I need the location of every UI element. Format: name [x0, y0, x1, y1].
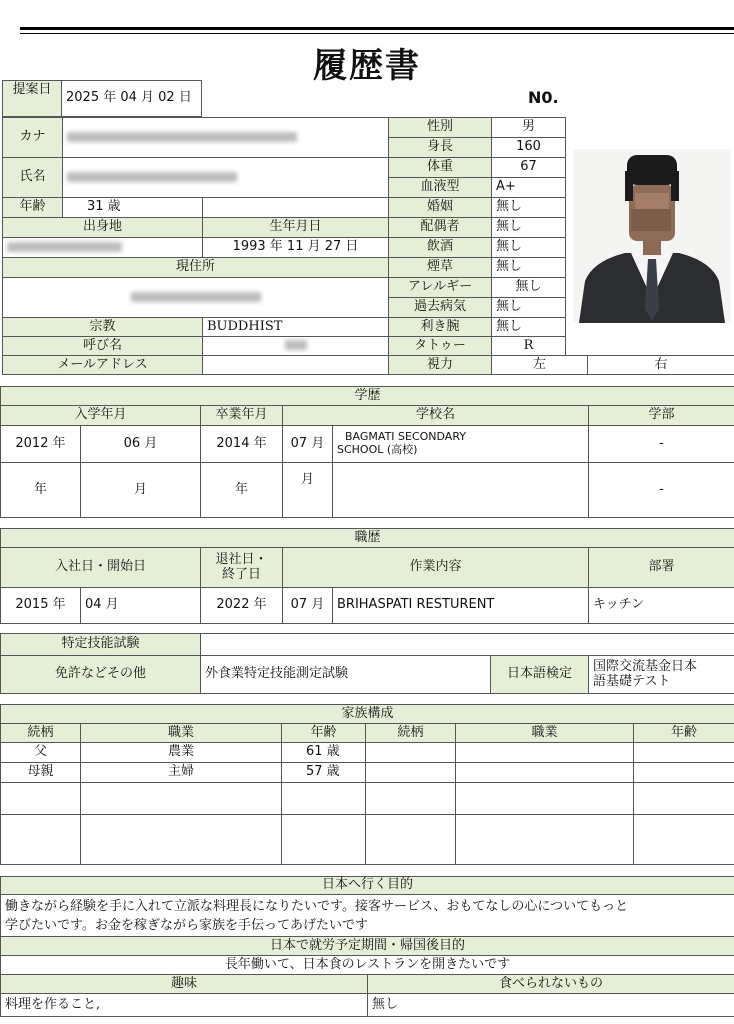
family-empty-cell [366, 783, 456, 815]
education-entry-month: 06 月 [81, 426, 201, 463]
family-empty-cell [634, 815, 734, 865]
license-label: 免許などその他 [1, 656, 201, 694]
family-empty-cell [366, 763, 456, 783]
purpose-line2: 学びたいです。お金を稼ぎながら家族を手伝ってあげたいです [5, 918, 368, 933]
religion-value: BUDDHIST [203, 318, 389, 337]
address-value-redacted [3, 278, 389, 318]
proposal-date-table [2, 80, 202, 117]
education-header-department: 学部 [589, 406, 734, 426]
hobby-value: 料理を作ること, [1, 994, 368, 1017]
name-label: 氏名 [3, 158, 63, 198]
family-row [1, 783, 734, 815]
family-empty-cell [81, 783, 282, 815]
education-department: - [589, 463, 734, 518]
portrait-image [573, 149, 731, 323]
work-history-table [0, 528, 734, 624]
education-school-name [333, 463, 589, 518]
family-empty-cell [456, 815, 634, 865]
family-empty-cell [1, 783, 81, 815]
birthdate-value: 1993 年 11 月 27 日 [203, 238, 389, 258]
attr-label-gender: 性別 [389, 118, 492, 138]
jlpt-value [589, 656, 734, 694]
education-section-title: 学歴 [1, 387, 734, 406]
license-value: 外食業特定技能測定試験 [201, 656, 491, 694]
family-empty-cell [456, 763, 634, 783]
work-header-content: 作業内容 [283, 548, 589, 588]
document-number-label: N0. [528, 88, 559, 107]
address-label: 現住所 [3, 258, 389, 278]
education-department: - [589, 426, 734, 463]
applicant-photo [573, 149, 731, 323]
vision-label: 視力 [389, 356, 492, 375]
family-empty-cell [634, 783, 734, 815]
purpose-table [0, 876, 734, 1017]
education-entry-month: 月 [81, 463, 201, 518]
nickname-label: 呼び名 [3, 337, 203, 356]
education-school-line2: SCHOOL (高校) [337, 443, 418, 456]
attr-value-dominant-hand: 無し [492, 318, 566, 337]
jlpt-label: 日本語検定 [491, 656, 589, 694]
attr-label-height: 身長 [389, 138, 492, 158]
attr-value-blood-type: A+ [492, 178, 566, 198]
attr-label-drinking: 飲酒 [389, 238, 492, 258]
attributes-table [388, 117, 566, 356]
family-empty-cell [81, 815, 282, 865]
skill-test-value [201, 634, 734, 656]
family-header-relation: 続柄 [1, 724, 81, 743]
work-dept: キッチン [589, 588, 734, 624]
proposal-date-label: 提案日 [3, 81, 62, 117]
family-relation: 母親 [1, 763, 81, 783]
document-title: 履歴書 [313, 46, 421, 86]
attr-label-spouse: 配偶者 [389, 218, 492, 238]
attr-value-spouse: 無し [492, 218, 566, 238]
education-row [1, 463, 734, 518]
religion-label: 宗教 [3, 318, 203, 337]
family-section-title: 家族構成 [1, 705, 734, 724]
work-header-end-line1: 退社日・ [215, 551, 268, 567]
attr-label-past-illness: 過去病気 [389, 298, 492, 318]
family-age: 61 歳 [282, 743, 366, 763]
work-section-title: 職歴 [1, 529, 734, 548]
skill-test-label: 特定技能試験 [1, 634, 201, 656]
family-job: 主婦 [81, 763, 282, 783]
education-header-entry: 入学年月 [1, 406, 201, 426]
birthplace-value-redacted [3, 238, 203, 258]
work-end-month: 07 月 [283, 588, 333, 624]
education-school-name [333, 426, 589, 463]
attr-value-height: 160 [492, 138, 566, 158]
plan-text: 長年働いて、日本食のレストランを開きたいです [1, 956, 734, 975]
family-empty-cell [282, 783, 366, 815]
work-header-end [201, 548, 283, 588]
education-grad-month: 07 月 [283, 426, 333, 463]
attr-value-marriage: 無し [492, 198, 566, 218]
family-empty-cell [1, 815, 81, 865]
dislike-value: 無し [368, 994, 734, 1017]
family-header-age: 年齢 [282, 724, 366, 743]
attr-value-smoking: 無し [492, 258, 566, 278]
attr-value-weight: 67 [492, 158, 566, 178]
email-label: メールアドレス [3, 356, 203, 375]
birthdate-label: 生年月日 [203, 218, 389, 238]
attr-label-smoking: 煙草 [389, 258, 492, 278]
family-empty-cell [634, 763, 734, 783]
jlpt-value-line1: 国際交流基金日本 [593, 658, 698, 674]
attr-value-drinking: 無し [492, 238, 566, 258]
age-empty-cell [203, 198, 389, 218]
family-row [1, 743, 734, 763]
vision-right: 右 [588, 356, 734, 375]
education-row [1, 426, 734, 463]
proposal-date-value: 2025 年 04 月 02 日 [62, 81, 202, 117]
family-relation: 父 [1, 743, 81, 763]
work-content: BRIHASPATI RESTURENT [333, 588, 589, 624]
kana-value-redacted [63, 118, 389, 158]
vision-table [388, 355, 734, 375]
family-row [1, 815, 734, 865]
family-table [0, 704, 734, 865]
family-age: 57 歳 [282, 763, 366, 783]
education-school-line1: BAGMATI SECONDARY [345, 430, 466, 444]
family-empty-cell [456, 743, 634, 763]
education-entry-year: 年 [1, 463, 81, 518]
family-header-age-2: 年齢 [634, 724, 734, 743]
work-start-year: 2015 年 [1, 588, 81, 624]
purpose-label: 日本へ行く目的 [1, 877, 734, 895]
attr-value-past-illness: 無し [492, 298, 566, 318]
family-empty-cell [634, 743, 734, 763]
plan-label: 日本で就労予定期間・帰国後目的 [1, 937, 734, 956]
attr-label-marriage: 婚姻 [389, 198, 492, 218]
work-end-year: 2022 年 [201, 588, 283, 624]
attr-label-tattoo: タトゥー [389, 337, 492, 356]
attr-label-blood-type: 血液型 [389, 178, 492, 198]
name-value-redacted [63, 158, 389, 198]
attr-label-weight: 体重 [389, 158, 492, 178]
work-header-dept: 部署 [589, 548, 734, 588]
qualifications-table [0, 633, 734, 694]
attr-value-gender: 男 [492, 118, 566, 138]
family-empty-cell [282, 815, 366, 865]
education-grad-month: 月 [283, 463, 333, 518]
family-header-job-2: 職業 [456, 724, 634, 743]
nickname-value-redacted [203, 337, 389, 356]
attr-value-tattoo: R [492, 337, 566, 356]
hobby-label: 趣味 [1, 975, 368, 994]
family-job: 農業 [81, 743, 282, 763]
attr-value-allergy: 無し [492, 278, 566, 298]
education-grad-year: 年 [201, 463, 283, 518]
email-value [203, 356, 389, 375]
family-header-relation-2: 続柄 [366, 724, 456, 743]
family-header-job: 職業 [81, 724, 282, 743]
education-grad-year: 2014 年 [201, 426, 283, 463]
education-entry-year: 2012 年 [1, 426, 81, 463]
kana-label: カナ [3, 118, 63, 158]
education-header-school: 学校名 [283, 406, 589, 426]
top-rule-thin [20, 33, 734, 34]
family-empty-cell [366, 815, 456, 865]
dislike-label: 食べられないもの [368, 975, 734, 994]
vision-left: 左 [492, 356, 588, 375]
family-empty-cell [366, 743, 456, 763]
education-table [0, 386, 734, 518]
work-header-start: 入社日・開始日 [1, 548, 201, 588]
education-header-graduation: 卒業年月 [201, 406, 283, 426]
work-header-end-line2: 終了日 [221, 566, 261, 582]
family-row [1, 763, 734, 783]
birthplace-label: 出身地 [3, 218, 203, 238]
attr-label-allergy: アレルギー [389, 278, 492, 298]
top-rule-thick [20, 27, 734, 30]
family-empty-cell [456, 783, 634, 815]
work-row [1, 588, 734, 624]
work-start-month: 04 月 [81, 588, 201, 624]
personal-info-table [2, 117, 389, 375]
purpose-text [1, 895, 734, 937]
age-label: 年齢 [3, 198, 63, 218]
jlpt-value-line2: 語基礎テスト [593, 673, 671, 689]
purpose-line1: 働きながら経験を手に入れて立派な料理長になりたいです。接客サービス、おもてなしの心についてもっと [5, 899, 629, 914]
attr-label-dominant-hand: 利き腕 [389, 318, 492, 337]
age-value: 31 歳 [63, 198, 203, 218]
